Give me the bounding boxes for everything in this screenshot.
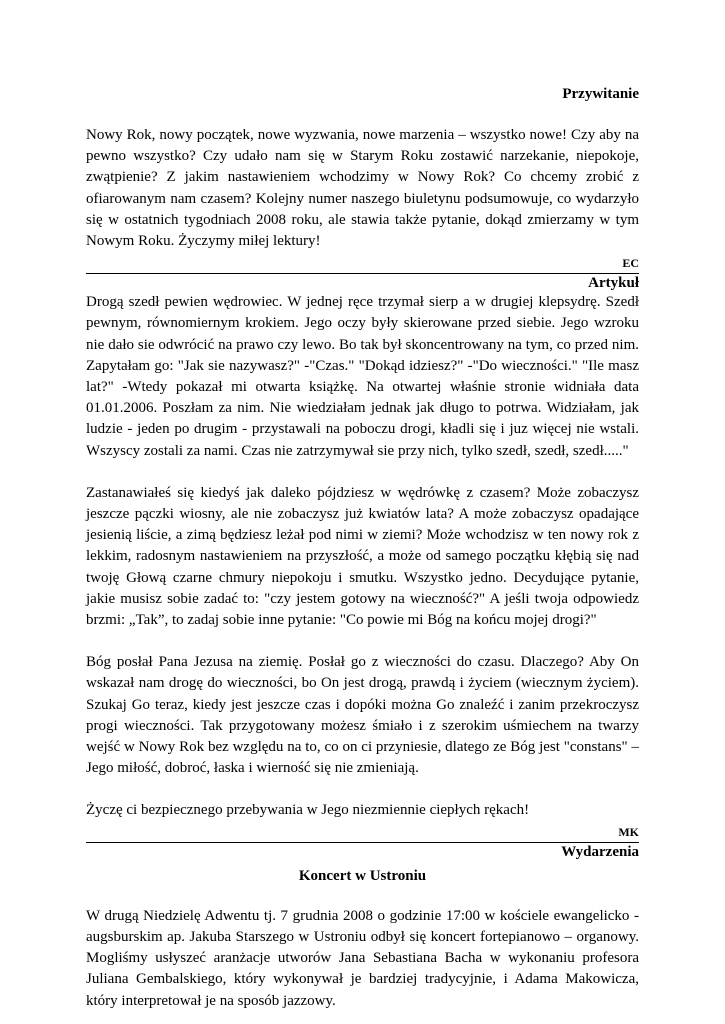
article-paragraph: Bóg posłał Pana Jezusa na ziemię. Posłał go z wieczności do czasu. Dlaczego? Aby On wskazał nam drogę do wieczności, bo On jest drogą, prawdą i życiem (wiecznym życiem). Szukaj Go teraz, kiedy jest jeszcze czas i dopóki można Go znaleźć i zanim przekroczysz progi wieczności. Tak przygotowany możesz śmiało i z szerokim uśmiechem na twarzy wejść w Nowy Rok bez względu na to, co on ci przyniesie, dlatego ze Bóg jest "constans" – Jego miłość, dobroć, łaska i wierność się nie zmieniają. <box>86 654 639 777</box>
article-signature: MK <box>618 824 639 839</box>
article-closing: Życzę ci bezpiecznego przebywania w Jego niezmiennie ciepłych rękach! <box>86 802 530 819</box>
article-body <box>86 292 639 821</box>
welcome-heading: Przywitanie <box>562 86 639 102</box>
events-subheading: Koncert w Ustroniu <box>298 867 427 884</box>
welcome-signature: EC <box>622 256 639 271</box>
document-page <box>86 85 639 1012</box>
article-paragraph: Zastanawiałeś się kiedyś jak daleko pójdziesz w wędrówkę z czasem? Może zobaczysz jeszcze pączki wiosny, ale nie zobaczysz już kwiatów lata? A może zobaczysz opadające jesienią liście, a zimą będziesz leżał pod nimi w ziemi? Może wchodzisz w ten nowy rok z lekkim, radosnym nastawieniem na przyszłość, a może od samego początku kłębią się nad twoję Głową czarne chmury niepokoju i smutku. Wszystko jedno. Decydujące pytanie, jakie musisz sobie zadać to: "czy jestem gotowy na wieczność?" A jeśli twoja odpowiedz brzmi: „Tak”, to zadaj sobie inne pytanie: "Co powie mi Bóg na końcu mojej drogi?" <box>86 484 639 629</box>
events-heading: Wydarzenia <box>561 843 639 860</box>
article-paragraph: Drogą szedł pewien wędrowiec. W jednej ręce trzymał sierp a w drugiej klepsydrę. Szedł pewnym, równomiernym krokiem. Jego oczy były skierowane przed siebie. Jego wzroku nie dało sie odwrócić na prawo czy lewo. Bo tak był skoncentrowany na tym, co przed nim. Zapytałam go: "Jak sie nazywasz?" -"Czas." "Dokąd idziesz?" -"Do wieczności." "Ile masz lat?" -Wtedy pokazał mi otwarta książkę. Na otwartej właśnie stronie widniała data 01.01.2006. Poszłam za nim. Nie wiedziałam jednak jak długo to potrwa. Widziałam, jak ludzie - jeden po drugim - przystawali na poboczu drogi, kładli się i juz więcej nie wstali. Wszyscy zostali za nami. Czas nie zatrzymywał sie przy nich, tylko szedł, szedł, szedł....." <box>86 294 639 459</box>
events-paragraph: W drugą Niedzielę Adwentu tj. 7 grudnia 2008 o godzinie 17:00 w kościele ewangelicko - augsburskim ap. Jakuba Starszego w Ustroniu odbył się koncert fortepianowo – organowy. Mogliśmy usłyszeć aranżacje utworów Jana Sebastiana Bacha w wykonaniu profesora Juliana Gembalskiego, który wykonywał je bardziej tradycyjnie, i Adama Makowicza, który interpretował je na sposób jazzowy. <box>86 907 639 1009</box>
article-heading: Artykuł <box>588 275 639 292</box>
welcome-paragraph: Nowy Rok, nowy początek, nowe wyzwania, nowe marzenia – wszystko nowe! Czy aby na pewno wszystko? Czy udało nam się w Starym Roku zostawić narzekanie, niepokoje, zwątpienie? Z jakim nastawieniem wchodzimy w Nowy Rok? Co chcemy zrobić z ofiarowanym nam czasem? Kolejny numer naszego biuletynu podsumowuje, co wydarzyło się w ostatnich tygodniach 2008 roku, ale stawia także pytanie, dokąd zmierzamy w tym Nowym Roku. Życzymy miłej lektury! <box>86 127 639 250</box>
